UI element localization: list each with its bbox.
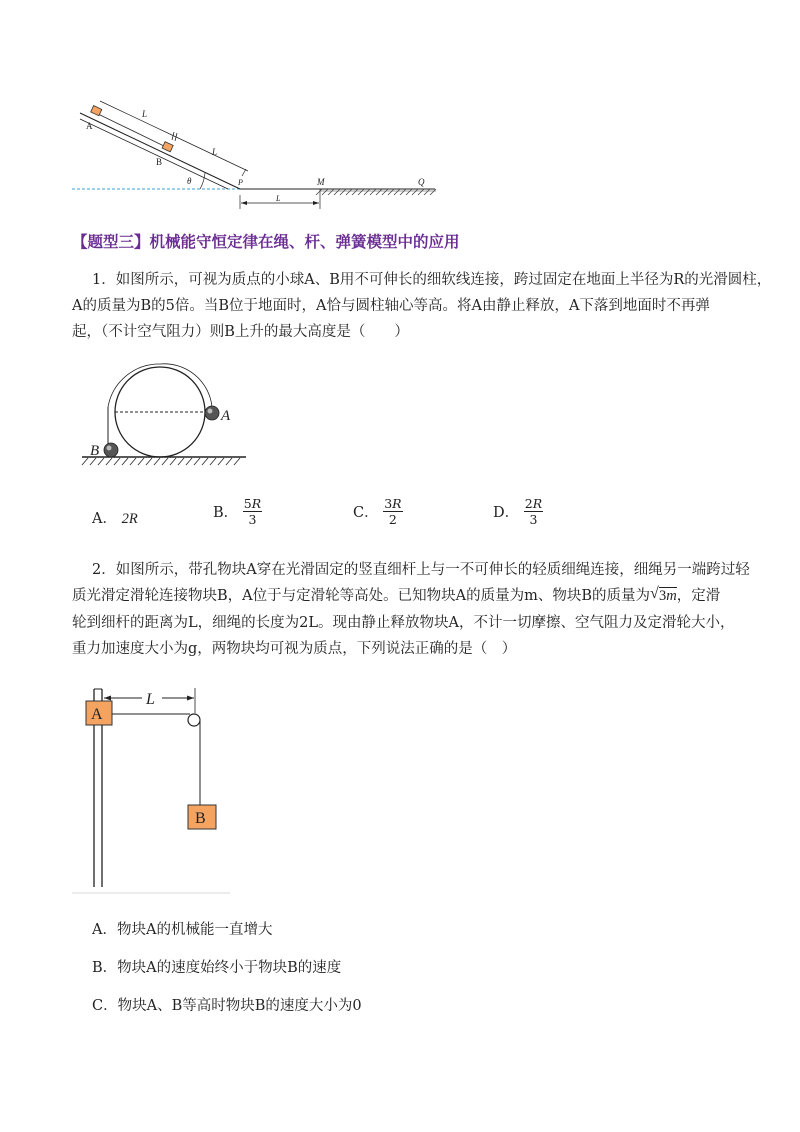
q2-line-4: 重力加速度大小为g，两物块均可视为质点，下列说法正确的是（ ） bbox=[72, 641, 517, 657]
block-a bbox=[91, 106, 102, 116]
q1-line-1: 1．如图所示，可视为质点的小球A、B用不可伸长的细软线连接，跨过固定在地面上半径为R的光滑圆柱， bbox=[92, 272, 772, 288]
q1-option-d[interactable]: D． $\frac{2R}{3}$ bbox=[493, 496, 543, 527]
q2-line-1: 2．如图所示，带孔物块A穿在光滑固定的竖直细杆上与一不可伸长的轻质细绳连接，细绳另一端跨过轻 bbox=[92, 562, 750, 578]
label-l: L bbox=[146, 691, 155, 708]
label-b: B bbox=[156, 157, 163, 167]
q1-line-3: 起，（不计空气阻力）则B上升的最大高度是（ ） bbox=[72, 324, 409, 340]
label-ball-b: B bbox=[90, 443, 100, 459]
cylinder-figure bbox=[78, 362, 248, 468]
q1-line-2: A的质量为B的5倍。当B位于地面时，A恰与圆柱轴心等高。将A由静止释放，A下落到地面时不再弹 bbox=[72, 298, 710, 314]
label-block-b: B bbox=[195, 810, 206, 827]
q1-option-a[interactable]: A． 2R bbox=[92, 511, 138, 527]
ball-a bbox=[205, 406, 219, 420]
q2-option-c[interactable]: C．物块A、B等高时物块B的速度大小为0 bbox=[92, 998, 362, 1014]
ball-b bbox=[104, 443, 118, 457]
label-p: P bbox=[238, 178, 243, 187]
block-b bbox=[162, 142, 173, 152]
label-ball-a: A bbox=[221, 408, 231, 424]
q2-option-a[interactable]: A．物块A的机械能一直增大 bbox=[92, 922, 273, 938]
q2-line-2: 质光滑定滑轮连接物块B，A位于与定滑轮等高处。已知物块A的质量为m、物块B的质量为√ 3m，定滑 bbox=[72, 584, 720, 608]
label-block-a: A bbox=[91, 706, 103, 723]
rough-surface-hatch bbox=[316, 189, 436, 195]
label-q: Q bbox=[418, 177, 425, 187]
pulley bbox=[188, 714, 200, 726]
q2-line-3: 轮到细杆的距离为L，细绳的长度为2L。现由静止释放物块A，不计一切摩擦、空气阻力及定滑轮大小， bbox=[72, 615, 735, 631]
label-l-bottom: L bbox=[276, 194, 281, 203]
label-m: M bbox=[317, 177, 325, 187]
q2-option-b[interactable]: B．物块A的速度始终小于物块B的速度 bbox=[92, 960, 342, 976]
label-l-mid: L bbox=[212, 147, 218, 157]
section-title: 【题型三】机械能守恒定律在绳、杆、弹簧模型中的应用 bbox=[72, 233, 460, 251]
q1-option-c[interactable]: C． $\frac{3R}{2}$ bbox=[353, 496, 402, 527]
label-theta: θ bbox=[187, 176, 192, 186]
incline-figure bbox=[70, 95, 440, 213]
label-a: A bbox=[86, 121, 93, 131]
q1-option-b[interactable]: B． $\frac{5R}{3}$ bbox=[213, 496, 262, 527]
pulley-figure bbox=[72, 685, 232, 897]
label-l-top: L bbox=[142, 109, 148, 119]
